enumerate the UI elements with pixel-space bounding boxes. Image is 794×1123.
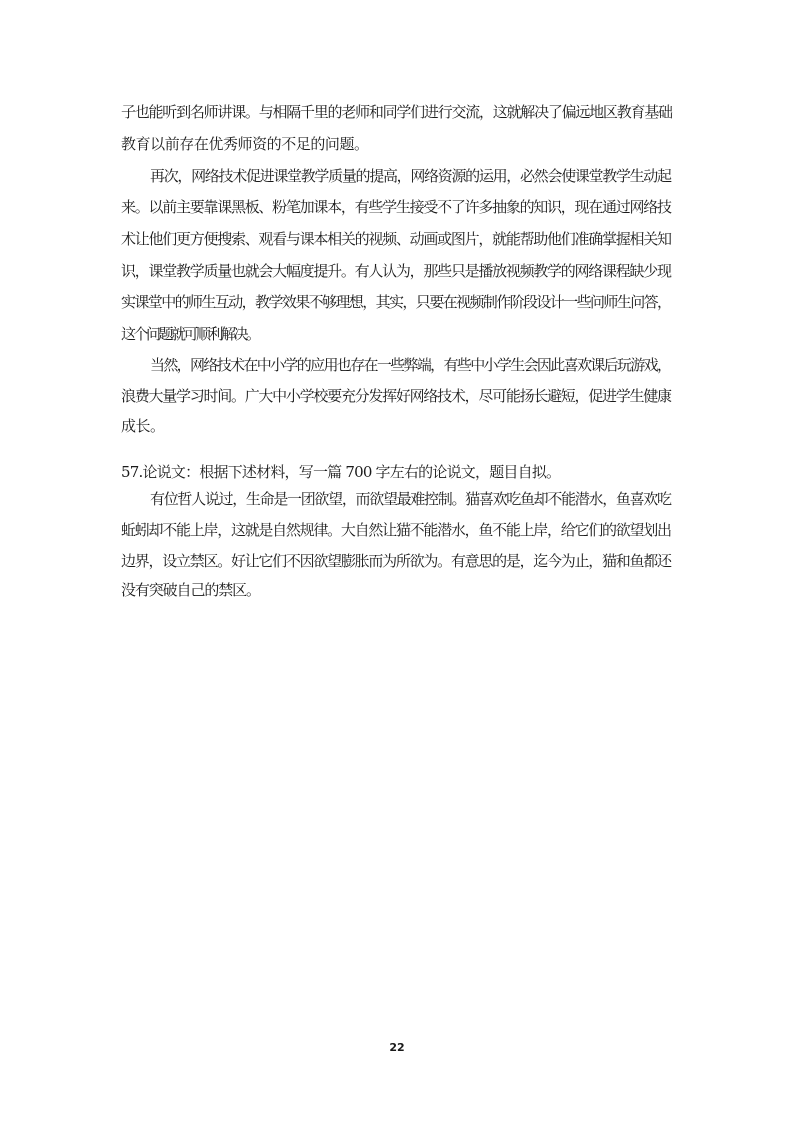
question-57-line-1: 有位哲人说过，生命是一团欲望，而欲望最难控制。猫喜欢吃鱼却不能潜水，鱼喜欢吃 xyxy=(150,490,671,508)
question-57-line-3: 边界，设立禁区。好让它们不因欲望膨胀而为所欲为。有意思的是，迄今为止，猫和鱼都还 xyxy=(121,552,671,570)
question-57-line-2: 蚯蚓却不能上岸，这就是自然规律。大自然让猫不能潜水，鱼不能上岸，给它们的欲望划出 xyxy=(121,521,671,539)
paragraph-2-line-3: 术让他们更方便搜索、观看与课本相关的视频、动画或图片，就能帮助他们准确掌握相关知 xyxy=(121,230,671,248)
paragraph-3-line-2: 浪费大量学习时间。广大中小学校要充分发挥好网络技术，尽可能扬长避短，促进学生健康 xyxy=(121,387,671,405)
paragraph-3-line-1: 当然，网络技术在中小学的应用也存在一些弊端，有些中小学生会因此喜欢课后玩游戏， xyxy=(150,356,671,374)
paragraph-2-line-6: 这个问题就可顺利解决。 xyxy=(121,325,259,343)
page-number: 22 xyxy=(389,1041,405,1054)
paragraph-2-line-4: 识，课堂教学质量也就会大幅度提升。有人认为，那些只是播放视频教学的网络课程缺少现 xyxy=(121,262,671,280)
question-57-line-4: 没有突破自己的禁区。 xyxy=(121,581,260,599)
paragraph-2-line-5: 实课堂中的师生互动，教学效果不够理想，其实，只要在视频制作阶段设计一些问师生问答， xyxy=(121,293,671,311)
paragraph-2-line-1: 再次，网络技术促进课堂教学质量的提高，网络资源的运用，必然会使课堂教学生动起 xyxy=(150,167,671,185)
paragraph-1-line-2: 教育以前存在优秀师资的不足的问题。 xyxy=(121,135,369,153)
paragraph-1-line-1: 子也能听到名师讲课。与相隔千里的老师和同学们进行交流，这就解决了偏远地区教育基础 xyxy=(121,103,672,121)
paragraph-3-line-3: 成长。 xyxy=(121,417,165,435)
paragraph-2-line-2: 来。以前主要靠课黑板、粉笔加课本，有些学生接受不了许多抽象的知识，现在通过网络技 xyxy=(121,198,671,216)
question-57-heading: 57.论说文：根据下述材料，写一篇 700 字左右的论说文，题目自拟。 xyxy=(121,463,561,481)
